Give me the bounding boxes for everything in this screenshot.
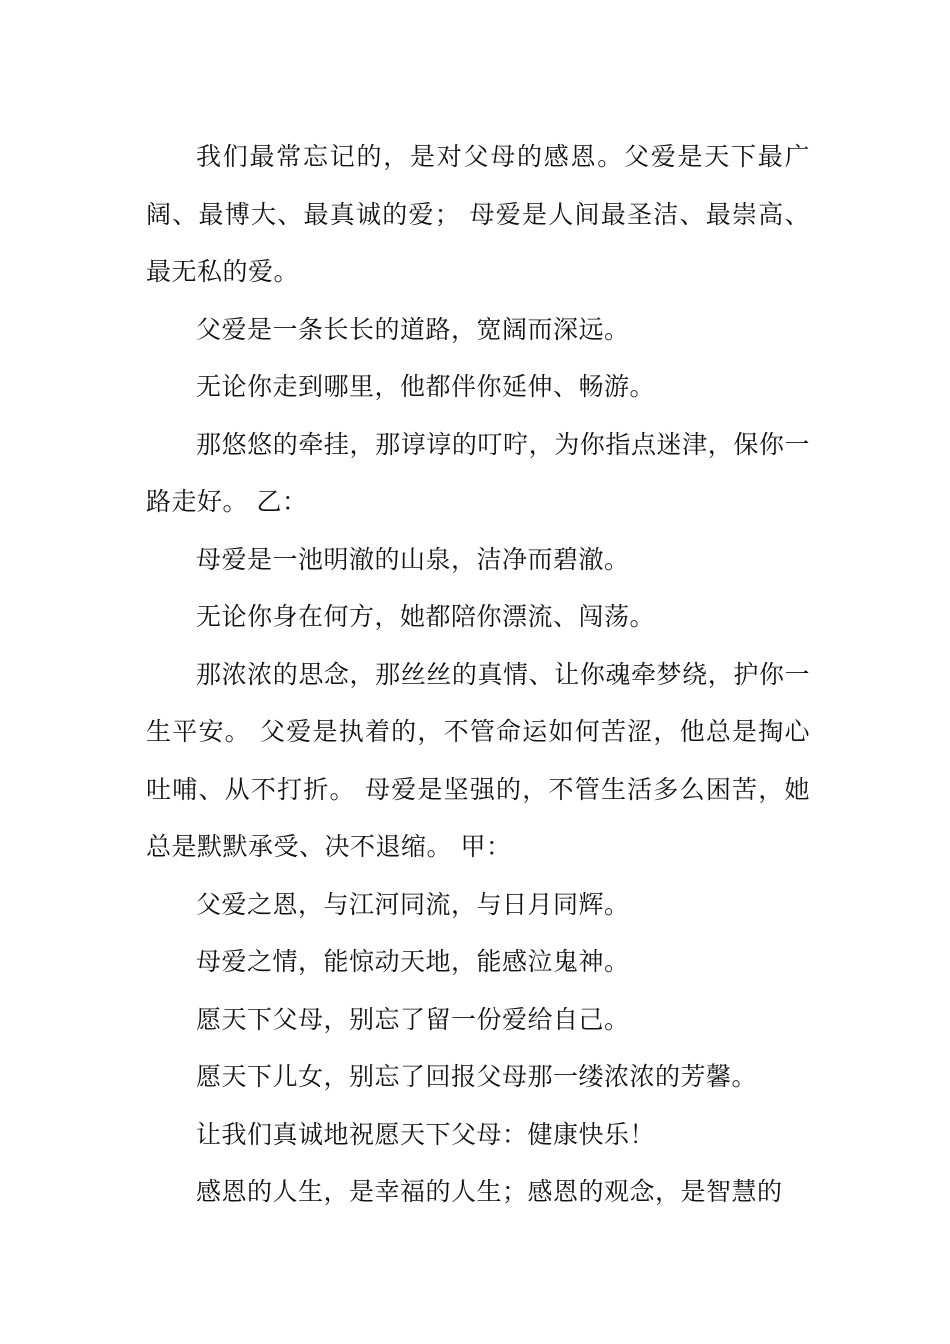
paragraph: 母爱是一池明澈的山泉，洁净而碧澈。 — [196, 544, 630, 574]
paragraph: 感恩的人生，是幸福的人生；感恩的观念，是智慧的 — [196, 1177, 783, 1206]
paragraph: 父爱之恩，与江河同流，与日月同辉。 — [196, 889, 630, 919]
paragraph: 愿天下儿女，别忘了回报父母那一缕浓浓的芳馨。 — [196, 1062, 758, 1091]
paragraph: 父爱是一条长长的道路，宽阔而深远。 — [196, 314, 630, 344]
document-body — [146, 128, 810, 1221]
paragraph: 那悠悠的牵挂，那谆谆的叮咛，为你指点迷津，保你一路走好。 乙： — [146, 429, 810, 516]
paragraph: 愿天下父母，别忘了留一份爱给自己。 — [196, 1004, 630, 1034]
paragraph: 那浓浓的思念，那丝丝的真情、让你魂牵梦绕，护你一生平安。 父爱是执着的，不管命运如何苦涩，他总是掏心吐哺、从不打折。 母爱是坚强的，不管生活多么困苦，她总是默默承受、决不退缩。 甲： — [146, 659, 810, 861]
paragraph: 我们最常忘记的，是对父母的感恩。父爱是天下最广阔、最博大、最真诚的爱； 母爱是人间最圣洁、最崇高、最无私的爱。 — [146, 142, 810, 286]
paragraph: 无论你身在何方，她都陪你漂流、闯荡。 — [196, 602, 656, 631]
paragraph: 无论你走到哪里，他都伴你延伸、畅游。 — [196, 372, 656, 401]
paragraph: 让我们真诚地祝愿天下父母：健康快乐！ — [196, 1119, 656, 1149]
paragraph: 母爱之情，能惊动天地，能感泣鬼神。 — [196, 947, 630, 976]
